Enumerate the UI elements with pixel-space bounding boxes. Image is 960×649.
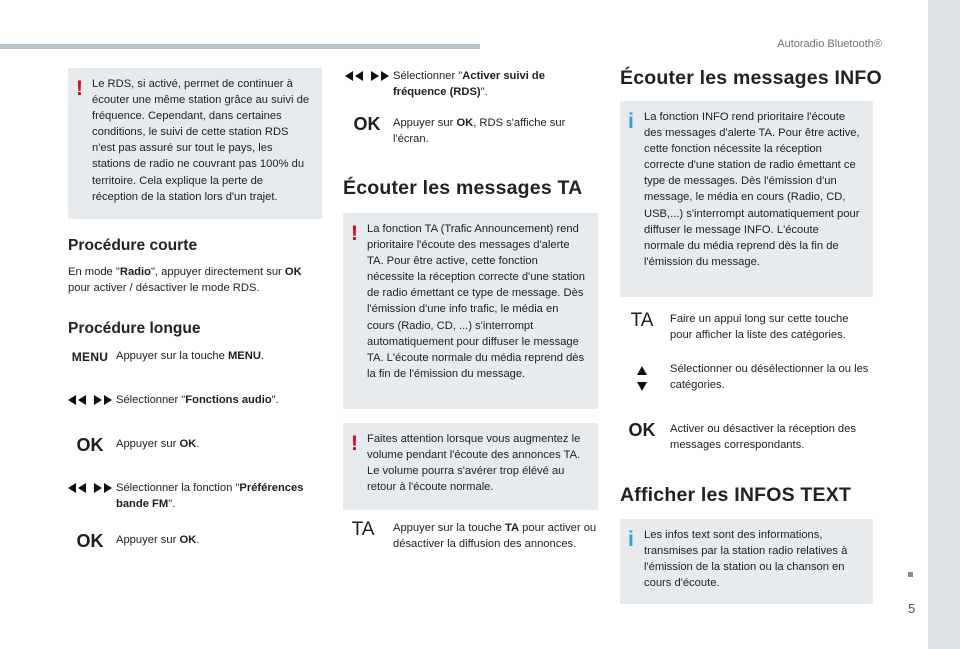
ta-warning-box (343, 213, 598, 409)
header-title: Autoradio Bluetooth® (777, 38, 882, 50)
step-ok-1: OK Appuyer sur OK. (76, 435, 200, 455)
ta-section-title: Écouter les messages TA (343, 177, 583, 199)
step-long-press-ta: TA Faire un appui long sur cette touche pour afficher la liste des catégories. (614, 311, 873, 344)
rds-note-text: Le RDS, si activé, permet de continuer à écouter une même station grâce au suivi de fréquence. Cependant, dans certaines conditions, le suivi de cette station RDS n'est pas assuré sur tout le pays, les stations de radio ne couvrant pas 100% du territoire. Cela explique la perte de réception de la station lors d'un trajet. (92, 78, 310, 203)
ok-key-icon: OK (353, 114, 381, 134)
step-activer-suivi: Sélectionner "Activer suivi de fréquence (RDS)". (341, 68, 598, 101)
step-ta: TA Appuyer sur la touche TA pour activer ou désactiver la diffusion des annonces. (333, 520, 598, 553)
warning-icon: ! (351, 432, 358, 455)
ok-key-icon: OK (76, 531, 104, 551)
info-icon: i (628, 110, 634, 133)
continue-marker (908, 572, 913, 577)
ta-note-text: La fonction TA (Trafic Announcement) rend prioritaire l'écoute des messages d'alerte TA. Pour être active, cette fonction nécessite la réception correcte d'une station de radio émettant ce type de message. Dès l'émission d'une info trafic, le média en cours (Radio, CD, ...) s'interrompt automatiquement pour diffuser le message TA. L'écoute normale du média reprend dès la fin de l'émission du message. (367, 223, 585, 380)
step-ok-2: OK Appuyer sur OK. (76, 531, 200, 551)
infos-text-note-text: Les infos text sont des informations, transmises par la station radio relatives à l'émission de la station ou la chanson en cours d'écoute. (644, 529, 848, 590)
infos-text-note-box (620, 519, 873, 604)
infos-text-section-title: Afficher les INFOS TEXT (620, 484, 852, 506)
step-ok-reception: OK Activer ou désactiver la réception des messages correspondants. (614, 421, 873, 454)
procedure-courte-text: En mode "Radio", appuyer directement sur OK pour activer / désactiver le mode RDS. (68, 266, 302, 294)
side-margin-band (928, 0, 960, 649)
ok-key-icon: OK (76, 435, 104, 455)
info-note-text: La fonction INFO rend prioritaire l'écoute des messages d'alerte TA. Pour être active, cette fonction nécessite la réception correcte d'une station de radio émettant ce type de messages. Dès l'émission d'un message, le média en cours (Radio, CD, USB,...) s'interrompt automatiquement pour diffuser le message INFO. L'écoute normale du média reprend dès la fin de l'émission du message. (644, 111, 860, 268)
step-select-categories: Sélectionner ou désélectionner la ou les catégories. (614, 361, 873, 394)
info-section-title: Écouter les messages INFO (620, 67, 882, 89)
procedure-longue-title: Procédure longue (68, 320, 201, 337)
up-down-arrows-icon (637, 361, 647, 394)
header-rule (0, 44, 480, 49)
warning-icon: ! (76, 77, 83, 100)
left-right-arrows-icon (68, 392, 112, 413)
info-icon: i (628, 528, 634, 551)
step-preferences-fm: Sélectionner la fonction "Préférences bande FM". (64, 480, 322, 513)
ta-key-icon: TA (630, 310, 654, 331)
left-right-arrows-icon (68, 480, 112, 513)
volume-warning-box (343, 423, 598, 510)
menu-key-icon: MENU (71, 350, 109, 364)
info-note-box (620, 101, 873, 297)
procedure-courte-title: Procédure courte (68, 237, 198, 254)
warning-icon: ! (351, 222, 358, 245)
step-ok-rds: OK Appuyer sur OK, RDS s'affiche sur l'écran. (341, 115, 598, 148)
page-number: 5 (908, 601, 916, 616)
left-right-arrows-icon (345, 68, 389, 101)
rds-warning-box (68, 68, 322, 219)
ok-key-icon: OK (628, 420, 656, 440)
ta-key-icon: TA (351, 519, 375, 540)
volume-note-text: Faites attention lorsque vous augmentez le volume pendant l'écoute des annonces TA. Le volume pourra s'avérer trop élévé au retour à l'écoute normale. (367, 433, 581, 494)
step-fonctions-audio: Sélectionner "Fonctions audio". (64, 392, 322, 413)
step-menu: MENU Appuyer sur la touche MENU. (71, 350, 265, 364)
